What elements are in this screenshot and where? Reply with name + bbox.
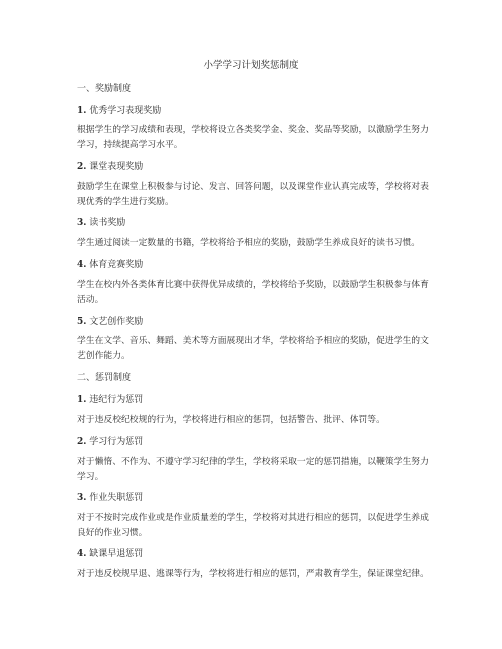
item-paragraph: 学生在文学、音乐、舞蹈、美术等方面展现出才华，学校将给予相应的奖励，促进学生的文艺创作能力。 [77,336,429,361]
section-heading-penalties: 二、惩罚制度 [77,373,132,383]
item-heading: 2. 学习行为惩罚 [77,437,144,447]
document-title: 小学学习计划奖惩制度 [203,60,299,71]
item-heading: 5. 文艺创作奖励 [77,317,144,327]
item-heading: 1. 违纪行为惩罚 [77,395,144,405]
item-heading: 1. 优秀学习表现奖励 [77,106,162,116]
item-paragraph: 学生在校内外各类体育比赛中获得优异成绩的，学校将给予奖励，以鼓励学生积极参与体育活动。 [77,280,429,305]
item-paragraph: 对于不按时完成作业或是作业质量差的学生，学校将对其进行相应的惩罚，以促进学生养成良好的作业习惯。 [77,513,429,538]
item-paragraph: 根据学生的学习成绩和表现，学校将设立各类奖学金、奖金、奖品等奖励，以激励学生努力学习，持续提高学习水平。 [77,125,429,150]
item-heading: 3. 读书奖励 [77,218,126,228]
item-heading: 2. 课堂表现奖励 [77,162,144,172]
item-paragraph: 对于违反校纪校规的行为，学校将进行相应的惩罚，包括警告、批评、体罚等。 [77,415,385,425]
item-paragraph: 对于懒惰、不作为、不遵守学习纪律的学生，学校将采取一定的惩罚措施，以鞭策学生努力学习。 [77,457,429,482]
item-paragraph: 鼓励学生在课堂上积极参与讨论、发言、回答问题，以及课堂作业认真完成等，学校将对表现优秀的学生进行奖励。 [77,182,429,207]
section-heading-rewards: 一、奖励制度 [77,84,132,94]
item-heading: 3. 作业失职惩罚 [77,493,144,503]
item-heading: 4. 体育竞赛奖励 [77,260,144,270]
item-heading: 4. 缺课早退惩罚 [77,549,144,559]
item-paragraph: 对于违反校规早退、逃课等行为，学校将进行相应的惩罚，严肃教育学生，保证课堂纪律。 [77,569,429,579]
item-paragraph: 学生通过阅读一定数量的书籍，学校将给予相应的奖励，鼓励学生养成良好的读书习惯。 [77,238,421,248]
